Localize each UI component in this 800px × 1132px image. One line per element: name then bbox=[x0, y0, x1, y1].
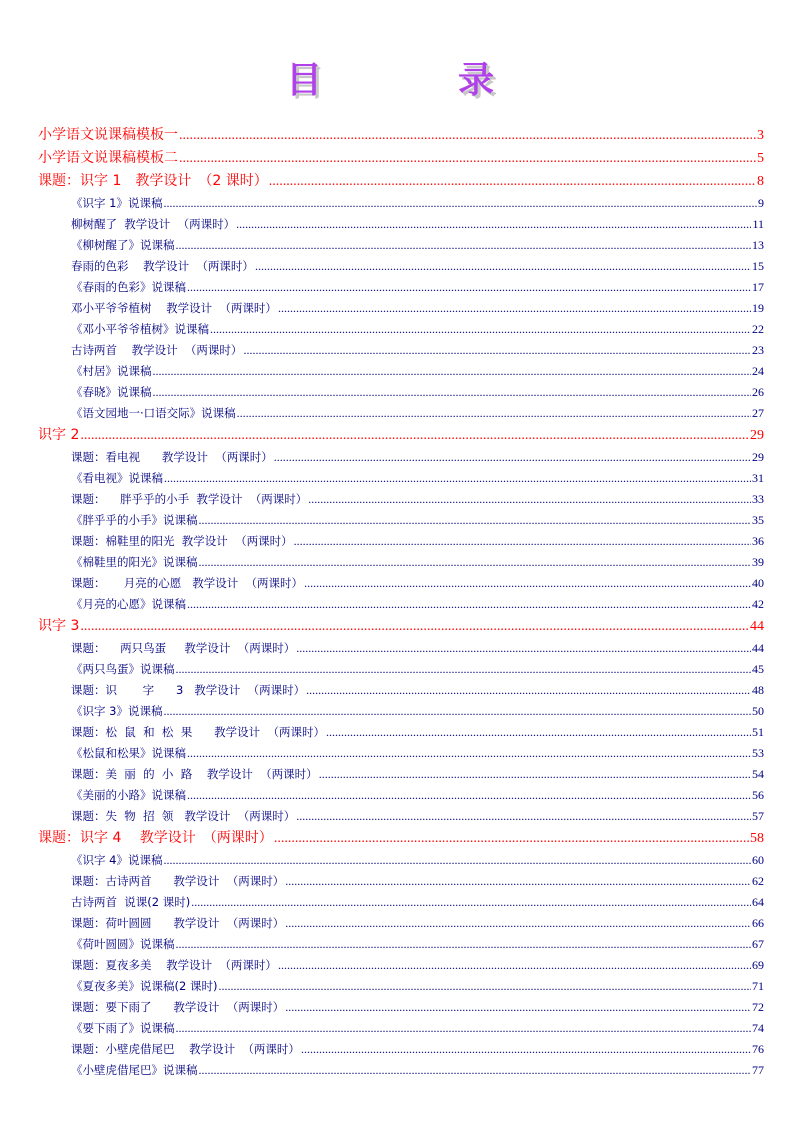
toc-entry-title: 课题：古诗两首 教学设计 （两课时） bbox=[71, 874, 285, 888]
toc-entry[interactable] bbox=[38, 298, 764, 319]
toc-page-number: 15 bbox=[752, 259, 764, 273]
toc-entry[interactable] bbox=[38, 1039, 764, 1060]
dot-leader bbox=[199, 552, 752, 573]
toc-section-entry[interactable] bbox=[38, 147, 764, 170]
toc-entry-title: 《春雨的色彩》说课稿 bbox=[71, 280, 186, 294]
toc-entry[interactable] bbox=[38, 785, 764, 806]
dot-leader bbox=[199, 1060, 752, 1081]
dot-leader bbox=[269, 170, 756, 193]
dot-leader bbox=[176, 934, 752, 955]
toc-entry-title: 识字 3 bbox=[38, 618, 80, 634]
dot-leader bbox=[278, 955, 751, 976]
toc-entry-title: 《胖乎乎的小手》说课稿 bbox=[71, 513, 198, 527]
toc-entry-title: 课题：要下雨了 教学设计 （两课时） bbox=[71, 1000, 285, 1014]
toc-entry[interactable] bbox=[38, 934, 764, 955]
toc-entry-title: 《美丽的小路》说课稿 bbox=[71, 788, 186, 802]
toc-entry[interactable] bbox=[38, 659, 764, 680]
dot-leader bbox=[278, 298, 751, 319]
toc-entry-title: 《月亮的心愿》说课稿 bbox=[71, 597, 186, 611]
toc-page-number: 22 bbox=[752, 322, 764, 336]
toc-page-number: 56 bbox=[752, 788, 764, 802]
dot-leader bbox=[285, 913, 751, 934]
toc-entry[interactable] bbox=[38, 214, 764, 235]
toc-page-number: 58 bbox=[750, 831, 764, 846]
toc-page-number: 77 bbox=[752, 1063, 764, 1077]
dot-leader bbox=[163, 193, 757, 214]
toc-entry-title: 课题：夏夜多美 教学设计 （两课时） bbox=[71, 958, 277, 972]
dot-leader bbox=[176, 659, 752, 680]
toc-entry-title: 《柳树醒了》说课稿 bbox=[71, 238, 175, 252]
toc-entry-title: 课题：失 物 招 领 教学设计 （两课时） bbox=[71, 809, 296, 823]
toc-page-number: 27 bbox=[752, 406, 764, 420]
toc-page-number: 44 bbox=[750, 619, 764, 634]
toc-entry-title: 《小壁虎借尾巴》说课稿 bbox=[71, 1063, 198, 1077]
dot-leader bbox=[164, 468, 751, 489]
toc-entry-title: 课题：识 字 3 教学设计 （两课时） bbox=[71, 683, 306, 697]
toc-entry-title: 《识字 4》说课稿 bbox=[71, 853, 163, 867]
toc-entry-title: 邓小平爷爷植树 教学设计 （两课时） bbox=[71, 301, 277, 315]
dot-leader bbox=[285, 871, 751, 892]
toc-entry[interactable] bbox=[38, 573, 764, 594]
toc-entry[interactable] bbox=[38, 447, 764, 468]
toc-page-number: 11 bbox=[752, 217, 764, 231]
toc-section-entry[interactable] bbox=[38, 424, 764, 447]
toc-page-number: 8 bbox=[757, 174, 764, 189]
toc-page-number: 76 bbox=[752, 1042, 764, 1056]
toc-entry-title: 小学语文说课稿模板二 bbox=[38, 150, 178, 166]
toc-entry-title: 《看电视》说课稿 bbox=[71, 471, 163, 485]
dot-leader bbox=[308, 489, 751, 510]
dot-leader bbox=[294, 531, 751, 552]
toc-page-number: 39 bbox=[752, 555, 764, 569]
toc-entry-title: 识字 2 bbox=[38, 427, 80, 443]
dot-leader bbox=[80, 615, 749, 638]
dot-leader bbox=[237, 403, 751, 424]
toc-entry[interactable] bbox=[38, 277, 764, 298]
dot-leader bbox=[255, 256, 751, 277]
toc-entry[interactable] bbox=[38, 382, 764, 403]
toc-entry-title: 课题：识字 1 教学设计 （2 课时） bbox=[38, 173, 268, 189]
toc-entry[interactable] bbox=[38, 680, 764, 701]
toc-entry-title: 《松鼠和松果》说课稿 bbox=[71, 746, 186, 760]
toc-page-number: 66 bbox=[752, 916, 764, 930]
toc-entry[interactable] bbox=[38, 1018, 764, 1039]
dot-leader bbox=[176, 235, 752, 256]
dot-leader bbox=[296, 638, 751, 659]
dot-leader bbox=[285, 997, 751, 1018]
toc-entry[interactable] bbox=[38, 468, 764, 489]
toc-entry-title: 小学语文说课稿模板一 bbox=[38, 127, 178, 143]
dot-leader bbox=[274, 827, 749, 850]
toc-page-number: 72 bbox=[752, 1000, 764, 1014]
toc-page-number: 57 bbox=[752, 809, 764, 823]
toc-page-number: 50 bbox=[752, 704, 764, 718]
dot-leader bbox=[153, 382, 752, 403]
toc-page-number: 31 bbox=[752, 471, 764, 485]
toc-entry[interactable] bbox=[38, 638, 764, 659]
toc-page-number: 44 bbox=[752, 641, 764, 655]
toc-section-entry[interactable] bbox=[38, 124, 764, 147]
toc-entry[interactable] bbox=[38, 235, 764, 256]
toc-page-number: 5 bbox=[757, 151, 764, 166]
toc-entry[interactable] bbox=[38, 403, 764, 424]
toc-entry[interactable] bbox=[38, 892, 764, 913]
toc-entry-title: 课题： 两只鸟蛋 教学设计 （两课时） bbox=[71, 641, 296, 655]
toc-entry-title: 《春晓》说课稿 bbox=[71, 385, 152, 399]
toc-entry[interactable] bbox=[38, 806, 764, 827]
dot-leader bbox=[176, 1018, 752, 1039]
toc-entry[interactable] bbox=[38, 361, 764, 382]
toc-entry-title: 《语文园地一·口语交际》说课稿 bbox=[71, 406, 236, 420]
toc-page-number: 23 bbox=[752, 343, 764, 357]
dot-leader bbox=[80, 424, 749, 447]
dot-leader bbox=[296, 806, 751, 827]
toc-entry[interactable] bbox=[38, 997, 764, 1018]
toc-entry-title: 《村居》说课稿 bbox=[71, 364, 152, 378]
toc-entry-title: 《识字 3》说课稿 bbox=[71, 704, 163, 718]
toc-entry[interactable] bbox=[38, 913, 764, 934]
dot-leader bbox=[210, 319, 751, 340]
toc-page-number: 51 bbox=[752, 725, 764, 739]
toc-page-number: 29 bbox=[750, 428, 764, 443]
toc-page-number: 54 bbox=[752, 767, 764, 781]
toc-entry-title: 《识字 1》说课稿 bbox=[71, 196, 163, 210]
toc-entry-title: 课题：识字 4 教学设计 （两课时） bbox=[38, 830, 273, 846]
toc-entry-title: 古诗两首 说课(2 课时) bbox=[71, 895, 191, 909]
toc-entry[interactable] bbox=[38, 340, 764, 361]
dot-leader bbox=[304, 573, 751, 594]
toc-entry[interactable] bbox=[38, 743, 764, 764]
toc-entry[interactable] bbox=[38, 764, 764, 785]
dot-leader bbox=[218, 976, 751, 997]
toc-entry-title: 春雨的色彩 教学设计 （两课时） bbox=[71, 259, 254, 273]
toc-page-number: 17 bbox=[752, 280, 764, 294]
toc-title: 目 录 bbox=[285, 60, 544, 101]
toc-entry[interactable] bbox=[38, 594, 764, 615]
dot-leader bbox=[236, 214, 751, 235]
toc-entry[interactable] bbox=[38, 193, 764, 214]
dot-leader bbox=[306, 680, 751, 701]
toc-page-number: 53 bbox=[752, 746, 764, 760]
toc-entry[interactable] bbox=[38, 1060, 764, 1081]
dot-leader bbox=[163, 850, 751, 871]
dot-leader bbox=[187, 277, 751, 298]
toc-entry[interactable] bbox=[38, 976, 764, 997]
toc-entry[interactable] bbox=[38, 256, 764, 277]
toc-page-number: 45 bbox=[752, 662, 764, 676]
toc-entry[interactable] bbox=[38, 319, 764, 340]
toc-page-number: 62 bbox=[752, 874, 764, 888]
toc-page-number: 42 bbox=[752, 597, 764, 611]
toc-entry-title: 课题：美 丽 的 小 路 教学设计 （两课时） bbox=[71, 767, 318, 781]
toc-page-number: 40 bbox=[752, 576, 764, 590]
dot-leader bbox=[301, 1039, 751, 1060]
dot-leader bbox=[326, 722, 751, 743]
dot-leader bbox=[179, 147, 756, 170]
toc-page-number: 36 bbox=[752, 534, 764, 548]
toc-entry[interactable] bbox=[38, 850, 764, 871]
toc-entry[interactable] bbox=[38, 722, 764, 743]
toc-page-number: 35 bbox=[752, 513, 764, 527]
toc-page-number: 74 bbox=[752, 1021, 764, 1035]
toc-section-entry[interactable] bbox=[38, 827, 764, 850]
dot-leader bbox=[191, 892, 751, 913]
toc-entry[interactable] bbox=[38, 531, 764, 552]
toc-page-number: 64 bbox=[752, 895, 764, 909]
toc-entry[interactable] bbox=[38, 552, 764, 573]
toc-entry[interactable] bbox=[38, 701, 764, 722]
dot-leader bbox=[319, 764, 751, 785]
toc-entry-title: 《荷叶圆圆》说课稿 bbox=[71, 937, 175, 951]
toc-entry-title: 课题： 月亮的心愿 教学设计 （两课时） bbox=[71, 576, 304, 590]
toc-entry-title: 《棉鞋里的阳光》说课稿 bbox=[71, 555, 198, 569]
toc-entry-title: 《夏夜多美》说课稿(2 课时) bbox=[71, 979, 218, 993]
toc-entry-title: 课题：看电视 教学设计 （两课时） bbox=[71, 450, 273, 464]
toc-entry-title: 《邓小平爷爷植树》说课稿 bbox=[71, 322, 209, 336]
toc-page-number: 67 bbox=[752, 937, 764, 951]
toc-page-number: 24 bbox=[752, 364, 764, 378]
toc-section-entry[interactable] bbox=[38, 615, 764, 638]
toc-page-number: 33 bbox=[752, 492, 764, 506]
toc-page-number: 29 bbox=[752, 450, 764, 464]
toc-entry[interactable] bbox=[38, 489, 764, 510]
toc-entry-title: 《两只鸟蛋》说课稿 bbox=[71, 662, 175, 676]
dot-leader bbox=[274, 447, 751, 468]
dot-leader bbox=[199, 510, 752, 531]
table-of-contents bbox=[38, 124, 764, 1081]
toc-page-number: 9 bbox=[758, 196, 764, 210]
dot-leader bbox=[243, 340, 751, 361]
toc-page-number: 13 bbox=[752, 238, 764, 252]
toc-section-entry[interactable] bbox=[38, 170, 764, 193]
toc-page-number: 3 bbox=[757, 128, 764, 143]
dot-leader bbox=[187, 594, 751, 615]
toc-entry-title: 课题：松 鼠 和 松 果 教学设计 （两课时） bbox=[71, 725, 325, 739]
dot-leader bbox=[179, 124, 756, 147]
toc-page-number: 69 bbox=[752, 958, 764, 972]
toc-page-number: 60 bbox=[752, 853, 764, 867]
dot-leader bbox=[187, 743, 751, 764]
toc-entry[interactable] bbox=[38, 955, 764, 976]
toc-entry-title: 柳树醒了 教学设计 （两课时） bbox=[71, 217, 236, 231]
toc-entry-title: 课题： 胖乎乎的小手 教学设计 （两课时） bbox=[71, 492, 308, 506]
toc-entry-title: 《要下雨了》说课稿 bbox=[71, 1021, 175, 1035]
toc-entry[interactable] bbox=[38, 510, 764, 531]
toc-entry-title: 课题：小壁虎借尾巴 教学设计 （两课时） bbox=[71, 1042, 300, 1056]
toc-page-number: 48 bbox=[752, 683, 764, 697]
toc-entry[interactable] bbox=[38, 871, 764, 892]
toc-page-number: 19 bbox=[752, 301, 764, 315]
dot-leader bbox=[163, 701, 751, 722]
toc-entry-title: 古诗两首 教学设计 （两课时） bbox=[71, 343, 243, 357]
dot-leader bbox=[187, 785, 751, 806]
toc-page-number: 26 bbox=[752, 385, 764, 399]
dot-leader bbox=[153, 361, 752, 382]
toc-page-number: 71 bbox=[752, 979, 764, 993]
toc-entry-title: 课题：棉鞋里的阳光 教学设计 （两课时） bbox=[71, 534, 293, 548]
toc-entry-title: 课题：荷叶圆圆 教学设计 （两课时） bbox=[71, 916, 285, 930]
